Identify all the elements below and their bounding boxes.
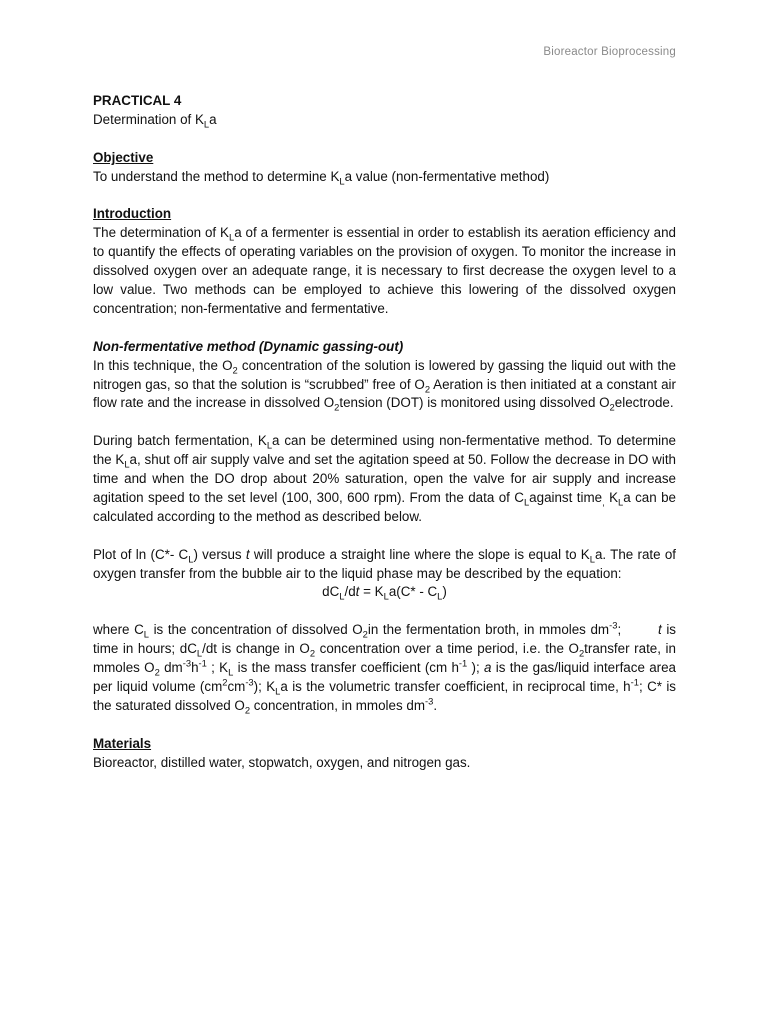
introduction-text: The determination of $K_La$ of a fermenter is essential in order to establish its aeration efficiency and to quantify the effects of operating variables on the provision of oxygen. To monitor the increase in dissolved oxygen over an adequate range, it is necessary to first decrease the oxygen level to a low value. Two methods can be employed to achieve this lowering of the dissolved oxygen concentration; non-fermentative and fermentative. (93, 225, 676, 316)
nonfermentative-paragraph-4: where $C_L$ is the concentration of dissolved $O_2in$ the fermentation broth, in mmoles $dm^{-3}$; t is time in hours; $dC_L/dt$ is change in $O_2$ concentration over a time period, i.e. the $O_2transfer$ rate, in mmoles $O_2$ $dm^{-3}h^{-1}$ ; $K_L$ is the mass transfer coefficient (cm $h^{-1}$ ); a is the gas/liquid interface area per liquid volume $(cm^2cm^{-3})$; $K_La$ is the volumetric transfer coefficient, in reciprocal time, $h^{-1}$; C* is the saturated dissolved $O_2$ concentration, in mmoles $dm^{-3}$. (93, 620, 676, 716)
nonfermentative-paragraph-1: In this technique, the $O_2$ concentration of the solution is lowered by gassing the liquid out with the nitrogen gas, so that the solution is “scrubbed” free of $O_2$ Aeration is then initiated at a constant air flow rate and the increase in dissolved $O_2tension$ (DOT) is monitored using dissolved $O_2electrode$. (93, 357, 676, 414)
nonfermentative-heading: Non-fermentative method (Dynamic gassing-out) (93, 338, 404, 354)
objective-heading: Objective (93, 149, 154, 165)
materials-text: Bioreactor, distilled water, stopwatch, oxygen, and nitrogen gas. (93, 754, 471, 770)
practical-subtitle: Determination of $K_La$ (93, 111, 217, 130)
document-body (93, 92, 676, 773)
objective-text: To understand the method to determine $K_La$ value (non-fermentative method) (93, 168, 550, 187)
running-header: Bioreactor Bioprocessing (543, 46, 676, 58)
nonfermentative-paragraph-3: Plot of ln (C*- $C_L$) versus t will produce a straight line where the slope is equal to $K_La$. The rate of oxygen transfer from the bubble air to the liquid phase may be described by the equation: (93, 546, 677, 581)
practical-title: PRACTICAL 4 (93, 93, 182, 108)
introduction-heading: Introduction (93, 206, 172, 222)
nonfermentative-paragraph-2: During batch fermentation, $K_La$ can be determined using non-fermentative method. To determine the $K_La$, shut off air supply valve and set the agitation speed at 50. Follow the decrease in DO with time and when the DO drop about 20% saturation, open the valve for air supply and increase agitation speed to the set level (100, 300, 600 rpm). From the data of $C_Lagainst$ time$_,$ $K_La$ can be calculated according to the method as described below. (93, 433, 676, 524)
materials-heading: Materials (93, 735, 152, 751)
transfer-equation: $dC_L/dt = K_La(C* - C_L)$ (322, 584, 447, 603)
